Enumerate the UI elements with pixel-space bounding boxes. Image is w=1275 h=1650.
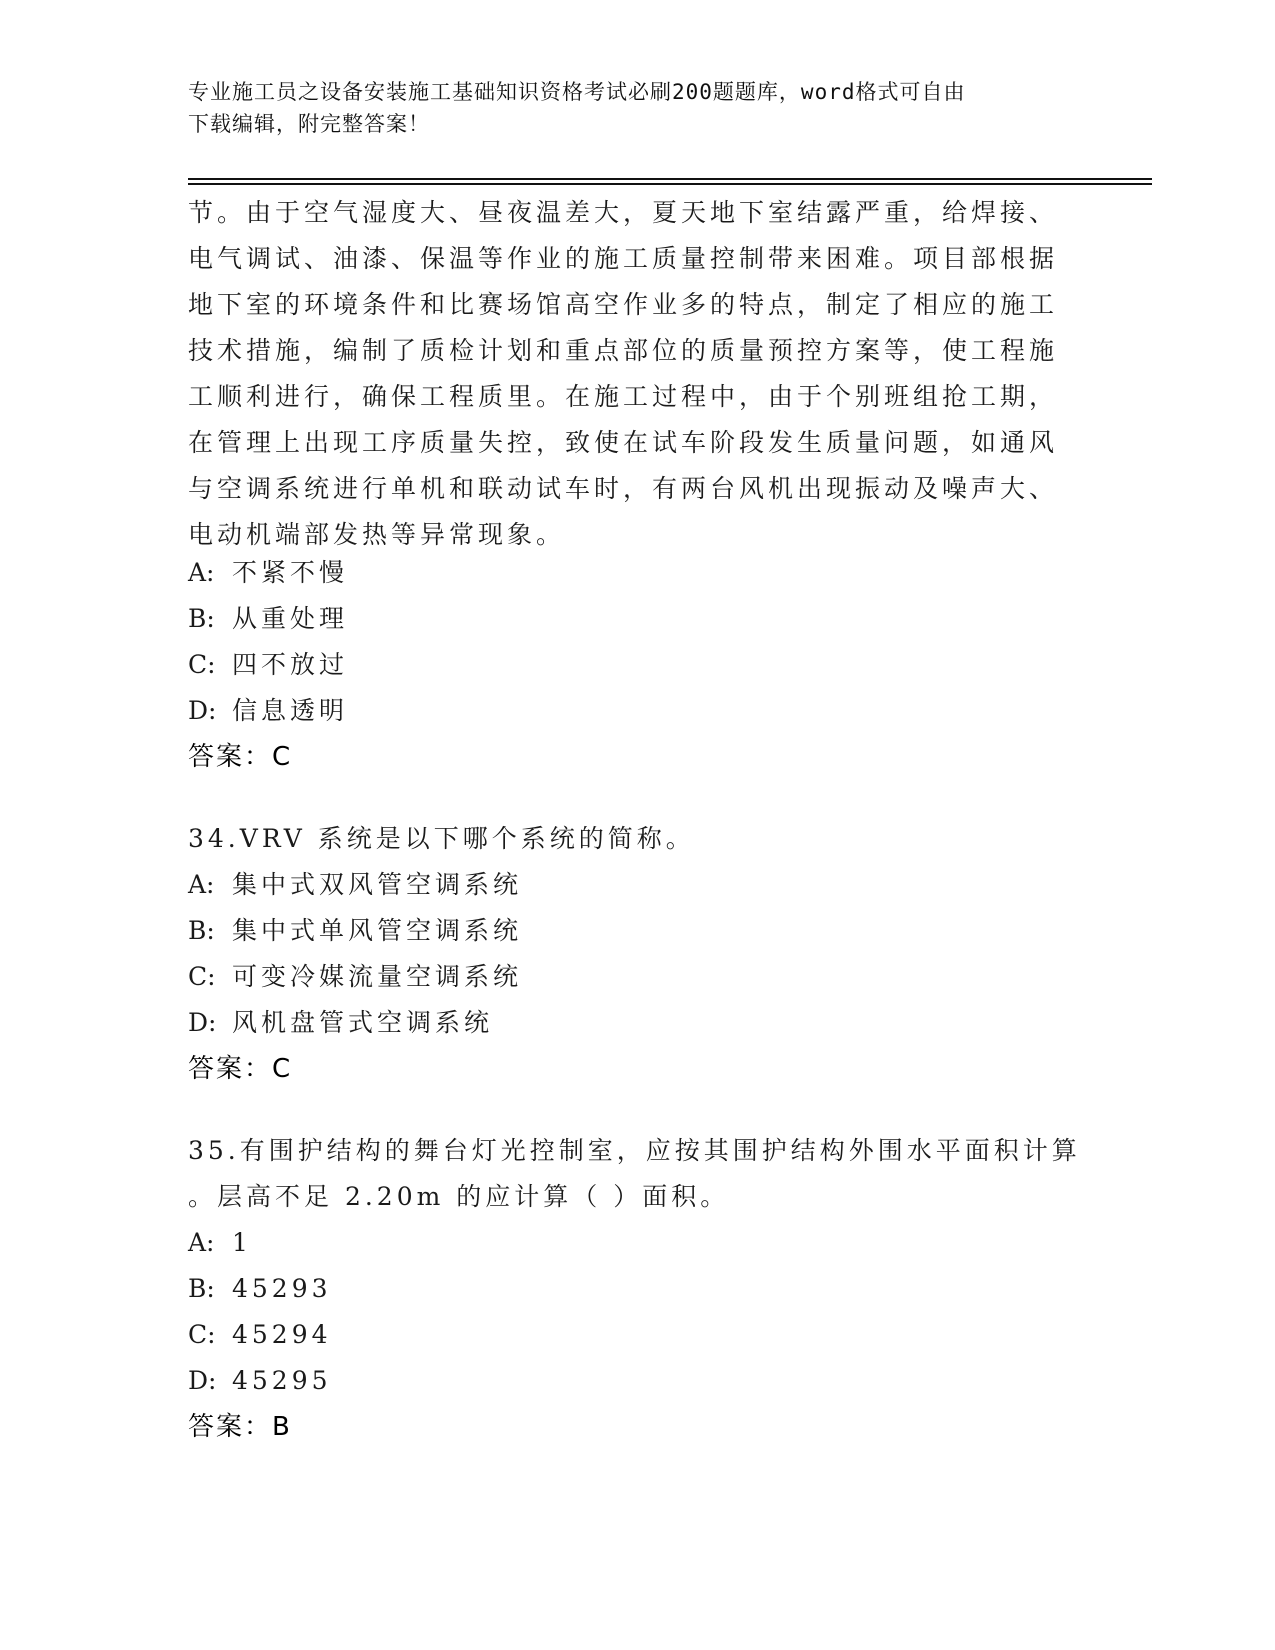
passage-line: 电动机端部发热等异常现象。 (188, 520, 566, 549)
option-label: B: (188, 604, 215, 633)
question-title: 34.VRV 系统是以下哪个系统的简称。 (188, 824, 695, 853)
option-label: A: (188, 870, 215, 899)
option-label: D: (188, 1008, 217, 1037)
option-text: 信息透明 (232, 696, 349, 725)
option-text: 45293 (232, 1274, 332, 1303)
option-d (188, 1358, 1148, 1404)
q33-options (188, 550, 1148, 780)
option-d (188, 688, 1148, 734)
passage-line: 地下室的环境条件和比赛场馆高空作业多的特点，制定了相应的施工 (188, 290, 1059, 319)
option-a (188, 1220, 1148, 1266)
option-c (188, 642, 1148, 688)
header-line-2: 下载编辑，附完整答案！ (188, 112, 430, 136)
option-text: 45295 (232, 1366, 332, 1395)
answer-line: 答案：B (188, 1412, 292, 1442)
option-text: 集中式单风管空调系统 (232, 916, 523, 945)
header-divider-top (188, 178, 1152, 180)
option-text: 从重处理 (232, 604, 349, 633)
q34 (188, 816, 1148, 1092)
answer-line: 答案：C (188, 1054, 293, 1084)
option-text: 1 (232, 1228, 252, 1257)
answer-line: 答案：C (188, 742, 293, 772)
q35 (188, 1128, 1148, 1450)
question-title-line-1: 35.有围护结构的舞台灯光控制室，应按其围护结构外围水平面积计算 (188, 1136, 1081, 1165)
passage-line: 与空调系统进行单机和联动试车时，有两台风机出现振动及噪声大、 (188, 474, 1059, 503)
document-header (188, 76, 1068, 140)
option-text: 四不放过 (232, 650, 349, 679)
option-d (188, 1000, 1148, 1046)
option-text: 风机盘管式空调系统 (232, 1008, 494, 1037)
option-label: A: (188, 558, 215, 587)
option-text: 可变冷媒流量空调系统 (232, 962, 523, 991)
option-text: 不紧不慢 (232, 558, 349, 587)
option-a (188, 550, 1148, 596)
header-line-1: 专业施工员之设备安装施工基础知识资格考试必刷200题题库，word格式可自由 (188, 80, 966, 104)
passage-line: 工顺利进行，确保工程质里。在施工过程中，由于个别班组抢工期， (188, 382, 1059, 411)
option-text: 集中式双风管空调系统 (232, 870, 523, 899)
option-b (188, 908, 1148, 954)
question-title-line-2: 。层高不足 2.20m 的应计算（ ）面积。 (188, 1182, 730, 1211)
passage-line: 电气调试、油漆、保温等作业的施工质量控制带来困难。项目部根据 (188, 244, 1059, 273)
passage-line: 节。由于空气湿度大、昼夜温差大，夏天地下室结露严重，给焊接、 (188, 198, 1059, 227)
option-text: 45294 (232, 1320, 332, 1349)
option-label: B: (188, 1274, 215, 1303)
option-label: D: (188, 1366, 217, 1395)
option-label: B: (188, 916, 215, 945)
option-label: C: (188, 1320, 216, 1349)
passage-line: 技术措施，编制了质检计划和重点部位的质量预控方案等，使工程施 (188, 336, 1059, 365)
option-b (188, 596, 1148, 642)
option-b (188, 1266, 1148, 1312)
option-c (188, 1312, 1148, 1358)
option-label: C: (188, 962, 216, 991)
header-divider-bottom (188, 183, 1152, 185)
passage-line: 在管理上出现工序质量失控，致使在试车阶段发生质量问题，如通风 (188, 428, 1059, 457)
option-label: A: (188, 1228, 215, 1257)
option-label: D: (188, 696, 217, 725)
q33-passage (188, 190, 1088, 558)
option-c (188, 954, 1148, 1000)
option-a (188, 862, 1148, 908)
option-label: C: (188, 650, 216, 679)
